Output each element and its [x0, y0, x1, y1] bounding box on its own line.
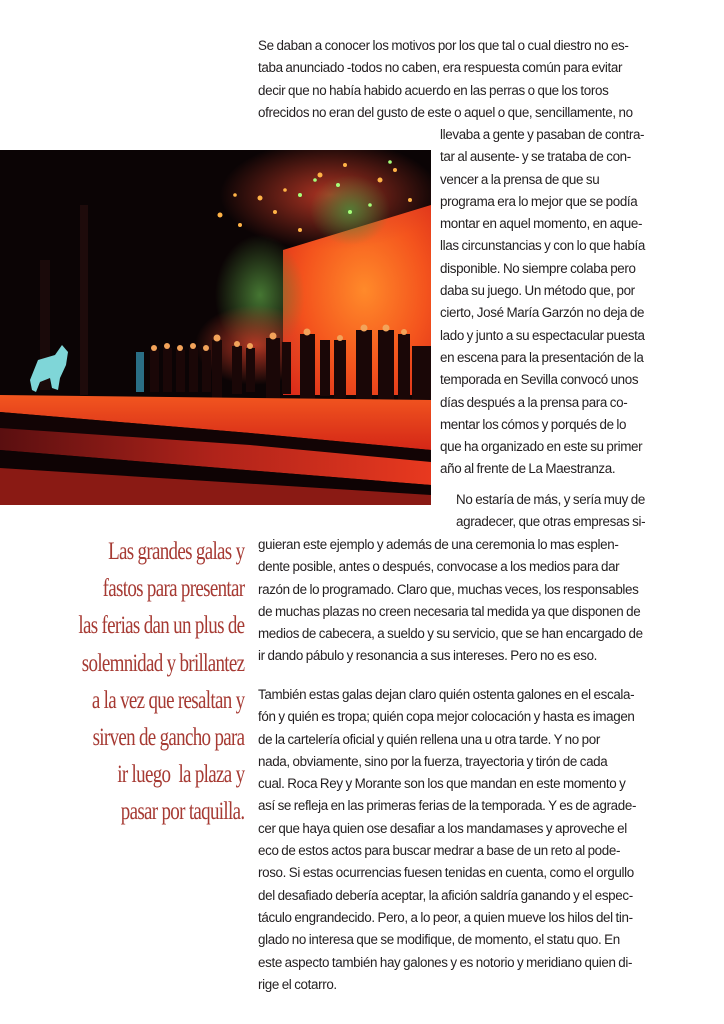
text-line: También estas galas dejan claro quién ostenta galones en el escala- [258, 687, 635, 702]
text-line: del desafiado debería aceptar, la afición saldría ganando y el espec- [258, 887, 633, 903]
intro-paragraph [258, 35, 713, 124]
pull-quote-line: fastos para presentar [102, 575, 244, 603]
text-line: rige el cotarro. [258, 976, 337, 992]
text-line: Se daban a conocer los motivos por los que tal o cual diestro no es- [258, 38, 629, 53]
text-line: agradecer, que otras empresas si- [456, 514, 646, 530]
paragraph-3 [258, 684, 718, 996]
text-line: días después a la prensa para co- [440, 394, 628, 410]
pull-quote-line: sirven de gancho para [92, 724, 244, 752]
text-line: llas circunstancias y con lo que había [440, 238, 645, 254]
text-line: tar al ausente- y se trataba de con- [440, 149, 631, 165]
paragraph-2-intro [456, 489, 716, 534]
text-line: en escena para la presentación de la [440, 349, 644, 365]
text-line: vencer a la prensa de que su [440, 171, 600, 187]
right-column-paragraph [440, 124, 715, 481]
text-line: de muchas plazas no creen necesaria tal medida ya que disponen de [258, 603, 641, 619]
text-line: disponible. No siempre colaba pero [440, 260, 636, 276]
text-line: fón y quién es tropa; quién copa mejor colocación y hasta es imagen [258, 709, 635, 725]
text-line: nada, obviamente, sino por la fuerza, trayectoria y tirón de cada [258, 753, 608, 769]
pull-quote-line: Las grandes galas y [107, 538, 245, 565]
text-line: glado no interesa que se modifique, de momento, el statu quo. En [258, 932, 620, 948]
pull-quote-line: a la vez que resaltan y [91, 686, 245, 714]
pull-quote [78, 533, 244, 831]
pull-quote-line: solemnidad y brillantez [81, 649, 244, 677]
text-line: programa era lo mejor que se podía [440, 193, 638, 209]
text-line: ofrecidos no eran del gusto de este o aquel o que, sencillamente, no [258, 104, 633, 120]
pull-quote-container [0, 0, 244, 1024]
text-line: medios de cabecera, a sueldo y su servicio, que se han encargado de [258, 626, 643, 642]
text-line: taba anunciado -todos no caben, era respuesta común para evitar [258, 60, 623, 76]
pull-quote-line: las ferias dan un plus de [78, 612, 244, 640]
text-line: razón de lo programado. Claro que, muchas veces, los responsables [258, 581, 639, 597]
text-line: cierto, José María Garzón no deja de [440, 305, 645, 321]
text-line: dente posible, antes o después, convocase a los medios para dar [258, 559, 620, 575]
pull-quote-line: ir luego la plaza y [116, 761, 244, 789]
pull-quote-line: pasar por taquilla. [120, 798, 244, 826]
text-line: táculo engrandecido. Pero, a lo peor, a quien mueve los hilos del tin- [258, 909, 633, 925]
text-line: que ha organizado en este su primer [440, 439, 643, 455]
text-line: roso. Si estas ocurrencias fuesen tenidas en cuenta, como el orgullo [258, 865, 634, 881]
text-line: lado y junto a su espectacular puesta [440, 327, 645, 343]
text-line: cual. Roca Rey y Morante son los que mandan en este momento y [258, 776, 626, 792]
text-line: de la cartelería oficial y quién rellena una u otra tarde. Y no por [258, 731, 600, 747]
text-line: así se refleja en las primeras ferias de la temporada. Y es de agrade- [258, 798, 637, 814]
text-line: ir dando pábulo y resonancia a sus intereses. Pero no es eso. [258, 648, 598, 664]
text-line: este aspecto también hay galones y es notorio y meridiano quien di- [258, 954, 633, 970]
text-line: daba su juego. Un método que, por [440, 283, 635, 299]
text-line: montar en aquel momento, en aque- [440, 216, 643, 232]
text-line: decir que no había habido acuerdo en las perras o que los toros [258, 82, 609, 98]
text-line: guieran este ejemplo y además de una ceremonia lo mas esplen- [258, 537, 619, 552]
text-line: mentar los cómos y porqués de lo [440, 416, 627, 432]
text-line: llevaba a gente y pasaban de contra- [440, 127, 645, 142]
text-line: año al frente de La Maestranza. [440, 461, 616, 477]
text-line: eco de estos actos para buscar medrar a base de un reto al pode- [258, 843, 621, 859]
text-line: cer que haya quien ose desafiar a los mandamases y aproveche el [258, 820, 627, 836]
text-line: No estaría de más, y sería muy de [456, 492, 645, 507]
paragraph-2-body [258, 534, 718, 668]
text-line: temporada en Sevilla convocó unos [440, 372, 639, 388]
